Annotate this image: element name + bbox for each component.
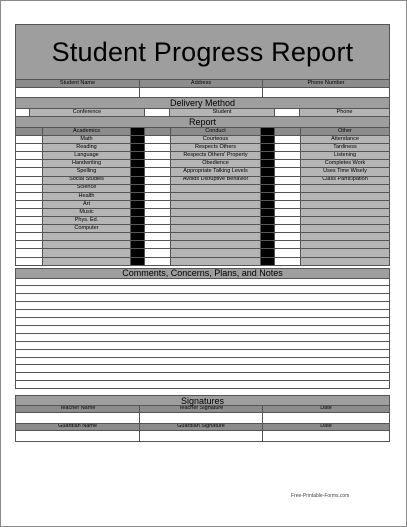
other-subject: Attendance	[301, 136, 390, 144]
column-divider	[131, 233, 145, 241]
address-label: Address	[140, 80, 263, 88]
grade-cell[interactable]	[275, 185, 301, 193]
column-divider	[131, 160, 145, 168]
conduct-subject	[171, 241, 261, 249]
column-divider	[131, 193, 145, 201]
column-divider	[131, 217, 145, 225]
column-divider	[261, 128, 275, 136]
column-divider	[131, 168, 145, 176]
conduct-subject: Respects Others	[171, 144, 261, 152]
page-title: Student Progress Report	[15, 24, 390, 80]
comment-line[interactable]	[16, 279, 389, 287]
grade-cell[interactable]	[145, 249, 171, 257]
grade-cell[interactable]	[15, 249, 43, 257]
report-row	[15, 168, 390, 176]
column-divider	[131, 177, 145, 185]
column-divider	[131, 201, 145, 209]
other-subject	[301, 185, 390, 193]
column-divider	[261, 193, 275, 201]
conduct-subject	[171, 249, 261, 257]
grade-cell[interactable]	[15, 225, 43, 233]
grade-cell[interactable]	[15, 241, 43, 249]
grade-cell[interactable]	[145, 209, 171, 217]
conduct-subject: Respects Others' Property	[171, 152, 261, 160]
column-divider	[131, 152, 145, 160]
grade-cell[interactable]	[15, 144, 43, 152]
grade-cell[interactable]	[15, 193, 43, 201]
phone-label: Phone	[300, 109, 390, 117]
column-divider	[261, 160, 275, 168]
grade-cell[interactable]	[15, 160, 43, 168]
column-divider	[261, 177, 275, 185]
conduct-subject: Courteous	[171, 136, 261, 144]
delivery-method-row	[15, 109, 390, 117]
academics-subject: Reading	[43, 144, 131, 152]
comments-heading: Comments, Concerns, Plans, and Notes	[15, 268, 390, 279]
comment-line[interactable]	[16, 318, 389, 326]
grade-cell[interactable]	[275, 201, 301, 209]
conduct-subject: Appropriate Talking Levels	[171, 168, 261, 176]
grade-cell[interactable]	[145, 185, 171, 193]
conduct-subject	[171, 209, 261, 217]
guardian-date-field[interactable]	[263, 431, 390, 442]
guardian-signature-fields	[15, 431, 390, 442]
academics-subject	[43, 258, 131, 266]
footer-credit: Free-Printable-Forms.com	[291, 493, 350, 499]
other-subject	[301, 217, 390, 225]
delivery-method-heading: Delivery Method	[15, 98, 390, 109]
teacher-signature-label: Teacher Signature	[140, 406, 263, 413]
other-subject	[301, 258, 390, 266]
other-subject	[301, 209, 390, 217]
grade-cell[interactable]	[275, 136, 301, 144]
column-divider	[131, 128, 145, 136]
comment-line[interactable]	[16, 365, 389, 373]
academics-subject: Computer	[43, 225, 131, 233]
report-row	[15, 152, 390, 160]
report-row	[15, 233, 390, 241]
academics-subject: Music	[43, 209, 131, 217]
report-header-row	[15, 128, 390, 136]
report-row	[15, 217, 390, 225]
column-divider	[261, 144, 275, 152]
grade-cell[interactable]	[275, 209, 301, 217]
grade-header	[145, 128, 171, 136]
other-subject: Listening	[301, 152, 390, 160]
other-header: Other	[301, 128, 390, 136]
guardian-signature-field[interactable]	[140, 431, 263, 442]
grade-cell[interactable]	[145, 144, 171, 152]
comment-line[interactable]	[16, 342, 389, 350]
comment-line[interactable]	[16, 286, 389, 294]
comment-line[interactable]	[16, 373, 389, 381]
teacher-signature-fields	[15, 413, 390, 424]
phone-number-field[interactable]	[263, 88, 390, 98]
academics-subject	[43, 241, 131, 249]
report-row	[15, 201, 390, 209]
other-subject	[301, 233, 390, 241]
grade-cell[interactable]	[145, 201, 171, 209]
grade-header	[15, 128, 43, 136]
academics-header: Academics	[43, 128, 131, 136]
academics-subject	[43, 249, 131, 257]
conduct-subject	[171, 217, 261, 225]
report-row	[15, 160, 390, 168]
guardian-signature-labels	[15, 424, 390, 431]
grade-cell[interactable]	[145, 177, 171, 185]
report-row	[15, 209, 390, 217]
academics-subject: Language	[43, 152, 131, 160]
other-subject	[301, 249, 390, 257]
conduct-header: Conduct	[171, 128, 261, 136]
teacher-signature-labels	[15, 406, 390, 413]
column-divider	[261, 258, 275, 266]
grade-cell[interactable]	[15, 168, 43, 176]
grade-cell[interactable]	[15, 217, 43, 225]
comment-line[interactable]	[16, 294, 389, 302]
column-divider	[261, 217, 275, 225]
column-divider	[261, 185, 275, 193]
comment-line[interactable]	[16, 381, 389, 389]
grade-cell[interactable]	[275, 152, 301, 160]
grade-cell[interactable]	[275, 193, 301, 201]
conduct-subject	[171, 185, 261, 193]
column-divider	[131, 249, 145, 257]
conduct-subject	[171, 233, 261, 241]
report-row	[15, 258, 390, 266]
other-subject: Uses Time Wisely	[301, 168, 390, 176]
report-row	[15, 241, 390, 249]
teacher-signature-field[interactable]	[140, 413, 263, 424]
comments-lines	[15, 279, 390, 389]
grade-cell[interactable]	[145, 193, 171, 201]
teacher-name-field[interactable]	[15, 413, 140, 424]
grade-cell[interactable]	[275, 233, 301, 241]
guardian-signature-label: Guardian Signature	[140, 424, 263, 431]
column-divider	[261, 201, 275, 209]
grade-cell[interactable]	[145, 152, 171, 160]
student-checkbox[interactable]	[145, 109, 170, 117]
conduct-subject: Avoids Disruptive Behavior	[171, 177, 261, 185]
comment-line[interactable]	[16, 310, 389, 318]
academics-subject: Phys. Ed.	[43, 217, 131, 225]
grade-cell[interactable]	[145, 217, 171, 225]
report-row	[15, 185, 390, 193]
column-divider	[131, 225, 145, 233]
conduct-subject	[171, 201, 261, 209]
report-row	[15, 225, 390, 233]
column-divider	[261, 233, 275, 241]
student-name-label: Student Name	[15, 80, 140, 88]
grade-cell[interactable]	[145, 225, 171, 233]
column-divider	[261, 209, 275, 217]
student-label: Student	[170, 109, 275, 117]
guardian-name-label: Guardian Name	[15, 424, 140, 431]
conduct-subject	[171, 258, 261, 266]
grade-cell[interactable]	[275, 217, 301, 225]
grade-cell[interactable]	[15, 209, 43, 217]
report-row	[15, 177, 390, 185]
academics-subject: Social Studies	[43, 177, 131, 185]
comment-line[interactable]	[16, 334, 389, 342]
grade-cell[interactable]	[145, 258, 171, 266]
grade-cell[interactable]	[15, 152, 43, 160]
academics-subject: Health	[43, 193, 131, 201]
report-grid	[15, 128, 390, 266]
other-subject	[301, 193, 390, 201]
column-divider	[261, 225, 275, 233]
other-subject	[301, 225, 390, 233]
grade-cell[interactable]	[275, 160, 301, 168]
grade-cell[interactable]	[275, 168, 301, 176]
grade-cell[interactable]	[275, 177, 301, 185]
conference-checkbox[interactable]	[15, 109, 30, 117]
grade-cell[interactable]	[15, 201, 43, 209]
phone-checkbox[interactable]	[275, 109, 300, 117]
grade-header	[275, 128, 301, 136]
grade-cell[interactable]	[275, 258, 301, 266]
student-name-field[interactable]	[15, 88, 140, 98]
report-row	[15, 193, 390, 201]
grade-cell[interactable]	[275, 241, 301, 249]
teacher-name-label: Teacher Name	[15, 406, 140, 413]
conference-label: Conference	[30, 109, 145, 117]
phone-number-label: Phone Number	[263, 80, 390, 88]
column-divider	[261, 136, 275, 144]
conduct-subject	[171, 225, 261, 233]
grade-cell[interactable]	[275, 144, 301, 152]
grade-cell[interactable]	[15, 258, 43, 266]
column-divider	[131, 185, 145, 193]
address-field[interactable]	[140, 88, 263, 98]
guardian-date-label: Date	[263, 424, 390, 431]
column-divider	[131, 209, 145, 217]
academics-subject: Math	[43, 136, 131, 144]
teacher-date-field[interactable]	[263, 413, 390, 424]
grade-cell[interactable]	[145, 160, 171, 168]
report-row	[15, 144, 390, 152]
grade-cell[interactable]	[15, 233, 43, 241]
column-divider	[131, 241, 145, 249]
grade-cell[interactable]	[275, 249, 301, 257]
student-info-fields	[15, 88, 390, 98]
teacher-date-label: Date	[263, 406, 390, 413]
signatures-heading: Signatures	[15, 395, 390, 406]
academics-subject: Spelling	[43, 168, 131, 176]
comment-line[interactable]	[16, 358, 389, 366]
academics-subject: Art	[43, 201, 131, 209]
grade-cell[interactable]	[275, 225, 301, 233]
column-divider	[131, 258, 145, 266]
academics-subject	[43, 233, 131, 241]
other-subject	[301, 201, 390, 209]
column-divider	[261, 152, 275, 160]
column-divider	[261, 168, 275, 176]
grade-cell[interactable]	[145, 233, 171, 241]
grade-cell[interactable]	[145, 136, 171, 144]
report-heading: Report	[15, 117, 390, 128]
student-info-header	[15, 80, 390, 88]
grade-cell[interactable]	[15, 177, 43, 185]
progress-report-form	[15, 24, 390, 442]
column-divider	[261, 249, 275, 257]
report-row	[15, 136, 390, 144]
column-divider	[131, 144, 145, 152]
column-divider	[131, 136, 145, 144]
grade-cell[interactable]	[145, 168, 171, 176]
column-divider	[261, 241, 275, 249]
comment-line[interactable]	[16, 302, 389, 310]
academics-subject: Science	[43, 185, 131, 193]
conduct-subject	[171, 193, 261, 201]
guardian-name-field[interactable]	[15, 431, 140, 442]
grade-cell[interactable]	[145, 241, 171, 249]
report-row	[15, 249, 390, 257]
other-subject: Tardiness	[301, 144, 390, 152]
other-subject: Class Participation	[301, 177, 390, 185]
academics-subject: Handwriting	[43, 160, 131, 168]
grade-cell[interactable]	[15, 136, 43, 144]
comment-line[interactable]	[16, 350, 389, 358]
comment-line[interactable]	[16, 326, 389, 334]
other-subject: Completes Work	[301, 160, 390, 168]
other-subject	[301, 241, 390, 249]
grade-cell[interactable]	[15, 185, 43, 193]
conduct-subject: Obedience	[171, 160, 261, 168]
